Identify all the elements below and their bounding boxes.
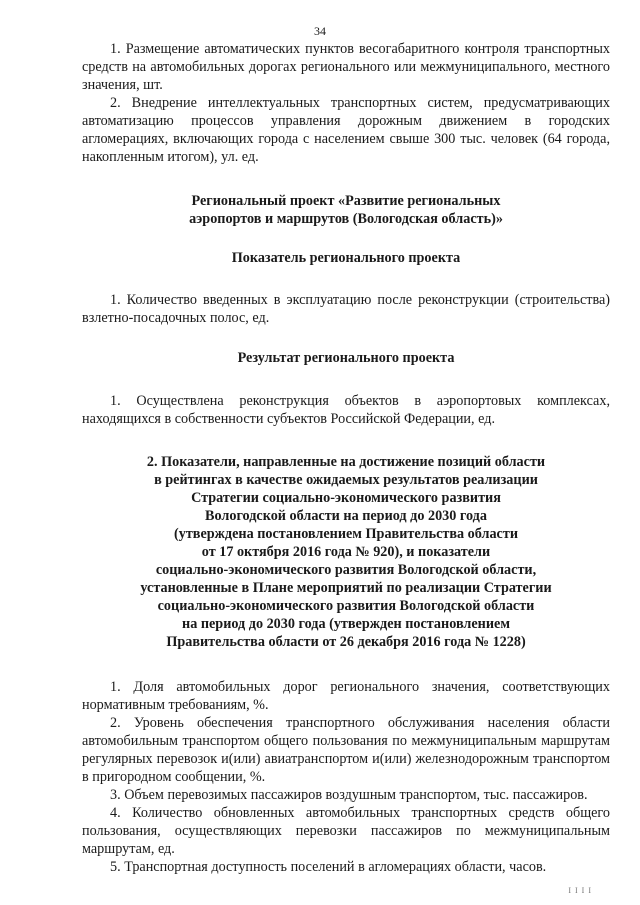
section-2-item: 2. Уровень обеспечения транспортного обслуживания населения области автомобильным транспортом общего пользования по межмуниципальным маршрутам регулярных перевозок и(или) авиатранспортом и(или) железнодорожным транспортом в пригородном сообщении, %. <box>82 715 610 785</box>
scan-corner-mark: I I I I <box>568 886 592 895</box>
indicator-heading: Показатель регионального проекта <box>231 250 461 266</box>
regional-project-heading <box>82 192 610 228</box>
heading-line: 2. Показатели, направленные на достижение позиций области <box>146 454 546 470</box>
section-2-item: 3. Объем перевозимых пассажиров воздушным транспортом, тыс. пассажиров. <box>110 787 588 803</box>
heading-line: социально-экономического развития Вологодской области <box>157 598 535 614</box>
heading-line: Стратегии социально-экономического развития <box>191 490 501 506</box>
document-body <box>82 40 610 876</box>
heading-line: Региональный проект «Развитие региональных <box>191 193 501 209</box>
heading-line: (утверждена постановлением Правительства области <box>174 526 518 542</box>
result-item: 1. Осуществлена реконструкция объектов в аэропортовых комплексах, находящихся в собственности субъектов Российской Федерации, ед. <box>82 393 610 427</box>
indicator-item: 1. Количество введенных в эксплуатацию после реконструкции (строительства) взлетно-посадочных полос, ед. <box>82 292 610 326</box>
heading-line: аэропортов и маршрутов (Вологодская область)» <box>189 211 503 227</box>
intro-item: 2. Внедрение интеллектуальных транспортных систем, предусматривающих автоматизацию процессов управления дорожным движением в городских агломерациях, включающих города с населением свыше 300 тыс. человек (64 города, накопленным итогом), ул. ед. <box>82 95 610 165</box>
section-2-item: 5. Транспортная доступность поселений в агломерациях области, часов. <box>110 859 547 875</box>
heading-line: Вологодской области на период до 2030 года <box>205 508 487 524</box>
heading-line: в рейтингах в качестве ожидаемых результатов реализации <box>154 472 538 488</box>
heading-line: от 17 октября 2016 года № 920), и показатели <box>201 544 491 560</box>
result-heading: Результат регионального проекта <box>237 350 455 366</box>
page-number: 34 <box>314 24 326 38</box>
section-2-heading <box>82 453 610 651</box>
heading-line: установленные в Плане мероприятий по реализации Стратегии <box>140 580 552 596</box>
heading-line: на период до 2030 года (утвержден постановлением <box>182 616 510 632</box>
heading-line: Правительства области от 26 декабря 2016 года № 1228) <box>166 634 526 650</box>
section-2-item: 4. Количество обновленных автомобильных транспортных средств общего пользования, осуществляющих перевозки пассажиров по межмуниципальным маршрутам, ед. <box>82 805 610 857</box>
section-2-item: 1. Доля автомобильных дорог регионального значения, соответствующих нормативным требованиям, %. <box>82 679 610 713</box>
intro-item: 1. Размещение автоматических пунктов весогабаритного контроля транспортных средств на автомобильных дорогах регионального или межмуниципального, местного значения, шт. <box>82 41 610 93</box>
heading-line: социально-экономического развития Вологодской области, <box>155 562 537 578</box>
